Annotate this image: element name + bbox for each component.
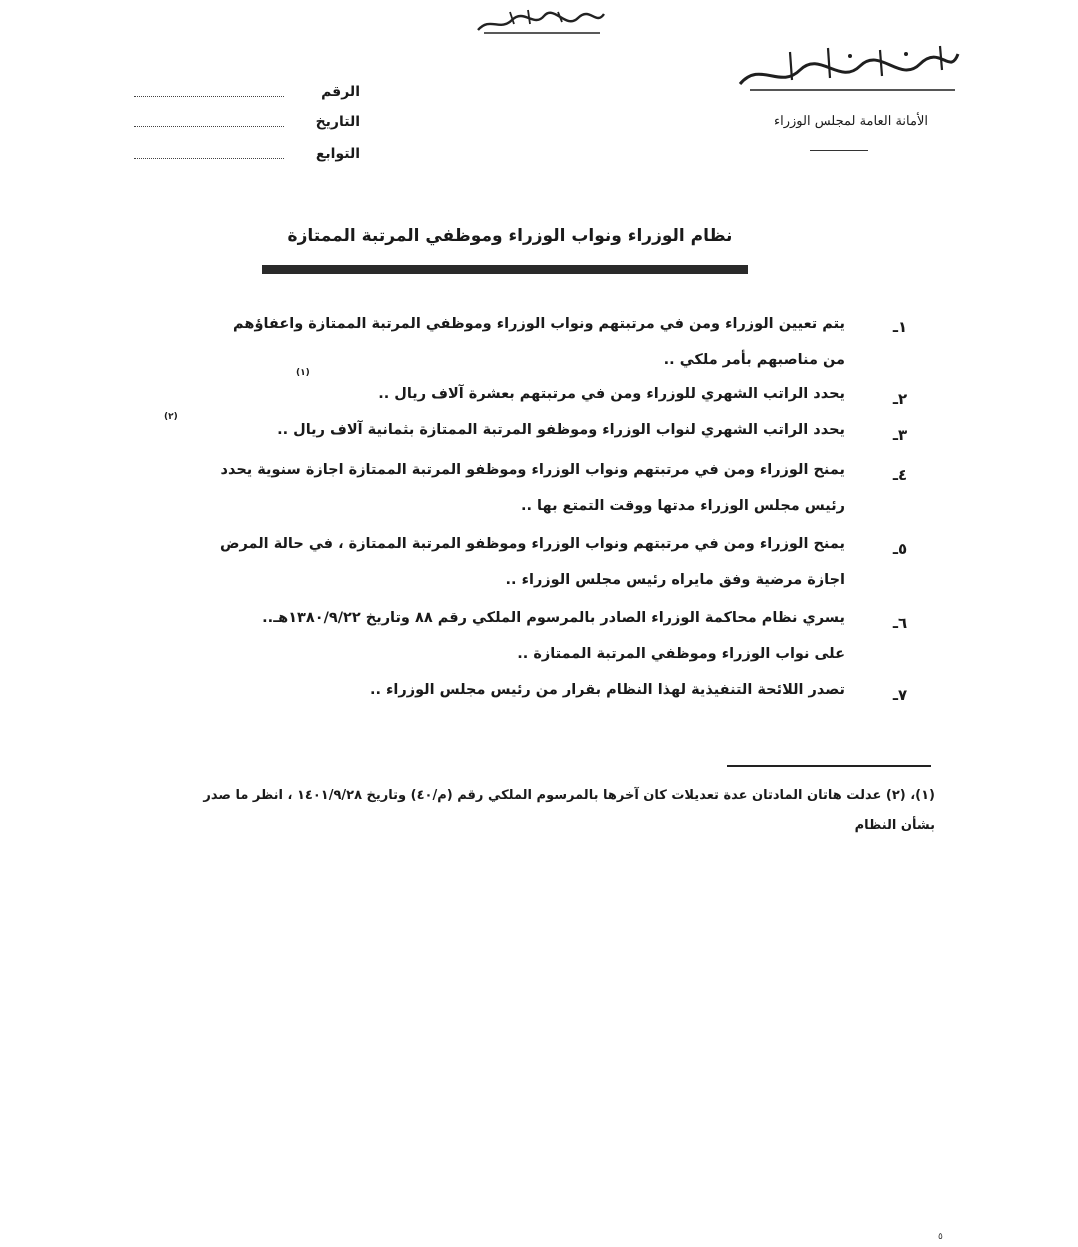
article-number: ٤ـ [892, 466, 908, 484]
date-field [130, 114, 370, 136]
page-number: ٥ [938, 1232, 943, 1242]
attachments-label: التوابع [315, 146, 360, 162]
article-number: ٢ـ [892, 390, 908, 408]
secretariat-name: الأمانة العامة لمجلس الوزراء [774, 114, 928, 129]
footnote-reference: (٢) [164, 412, 178, 422]
date-label: التاريخ [315, 114, 360, 130]
number-field [130, 84, 370, 106]
article-line: على نواب الوزراء وموظفي المرتبة الممتازة .. [517, 646, 845, 662]
article-number: ١ـ [892, 318, 908, 336]
footnote-reference: (١) [296, 368, 310, 378]
article-line: يمنح الوزراء ومن في مرتبتهم ونواب الوزراء وموظفو المرتبة الممتازة ، في حالة المرض [219, 536, 845, 552]
article-line: تصدر اللائحة التنفيذية لهذا النظام بقرار من رئيس مجلس الوزراء .. [369, 682, 845, 698]
attachments-dotted-line [134, 158, 284, 159]
article-line: من مناصبهم بأمر ملكي .. [663, 352, 845, 368]
document-title: نظام الوزراء ونواب الوزراء وموظفي المرتبة الممتازة [287, 226, 733, 246]
footnote-text-continued: بشأن النظام [854, 818, 935, 833]
article-line: يمنح الوزراء ومن في مرتبتهم ونواب الوزراء وموظفو المرتبة الممتازة اجازة سنوية يحدد [220, 462, 845, 478]
article-line: يتم تعيين الوزراء ومن في مرتبتهم ونواب الوزراء وموظفي المرتبة الممتازة واعفاؤهم [233, 316, 845, 332]
article-line: رئيس مجلس الوزراء مدتها ووقت التمتع بها .. [520, 498, 845, 514]
article-number: ٣ـ [892, 426, 908, 444]
kingdom-logo [730, 40, 965, 100]
article-number: ٧ـ [892, 686, 908, 704]
article-line: يحدد الراتب الشهري لنواب الوزراء وموظفو المرتبة الممتازة بثمانية آلاف ريال .. [277, 422, 845, 438]
number-label: الرقم [321, 84, 360, 100]
basmala-calligraphy [470, 6, 610, 36]
article-line: يحدد الراتب الشهري للوزراء ومن في مرتبتهم بعشرة آلاف ريال .. [378, 386, 845, 402]
article-number: ٥ـ [892, 540, 908, 558]
title-underline-bar [262, 265, 748, 274]
article-line: اجازة مرضية وفق مايراه رئيس مجلس الوزراء .. [505, 572, 845, 588]
attachments-field [130, 146, 370, 168]
number-dotted-line [134, 96, 284, 97]
footnote-text: (١)، (٢) عدلت هاتان المادتان عدة تعديلات كان آخرها بالمرسوم الملكي رقم (م/٤٠) وتاريخ ١٤٠١/٩/٢٨ ، انظر ما صدر [203, 788, 935, 803]
article-number: ٦ـ [892, 614, 908, 632]
footnote-separator [727, 765, 931, 767]
secretariat-underline [810, 150, 868, 151]
article-line: يسري نظام محاكمة الوزراء الصادر بالمرسوم الملكي رقم ٨٨ وتاريخ ١٣٨٠/٩/٢٢هـ.. [262, 610, 845, 626]
date-dotted-line [134, 126, 284, 127]
